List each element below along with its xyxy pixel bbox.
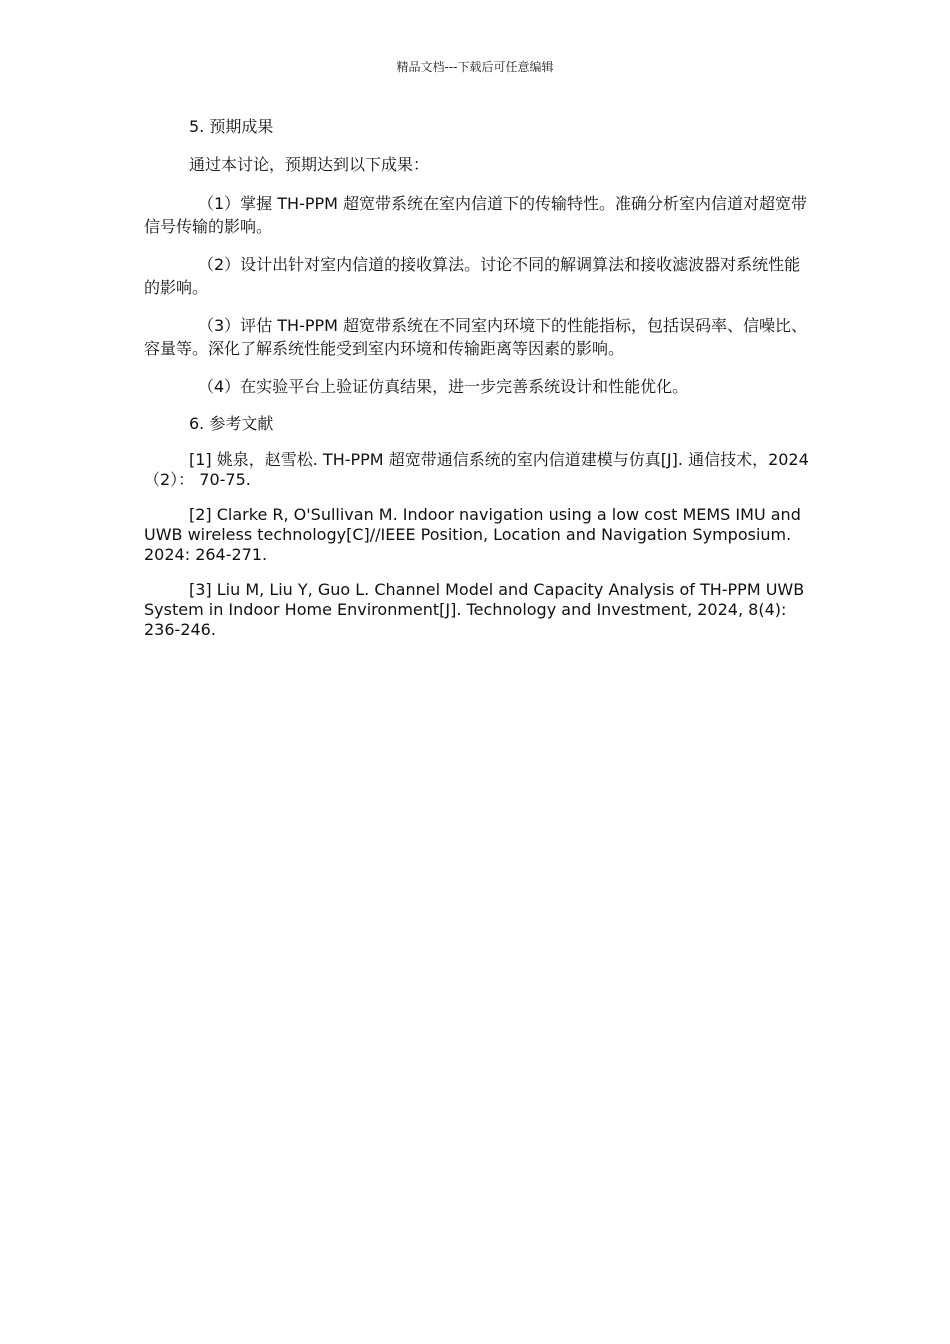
outcome-item-1: （1）掌握 TH-PPM 超宽带系统在室内信道下的传输特性。准确分析室内信道对超宽带信号传输的影响。	[144, 194, 808, 236]
outcome-item-4: （4）在实验平台上验证仿真结果，进一步完善系统设计和性能优化。	[198, 377, 689, 396]
reference-1: [1] 姚泉，赵雪松. TH-PPM 超宽带通信系统的室内信道建模与仿真[J]. 通信技术，2024（2）： 70-75.	[144, 450, 809, 489]
outcome-item-2: （2）设计出针对室内信道的接收算法。讨论不同的解调算法和接收滤波器对系统性能的影响。	[144, 255, 801, 297]
reference-2: [2] Clarke R, O'Sullivan M. Indoor navigation using a low cost MEMS IMU and UWB wireless technology[C]//IEEE Position, Location and Navigation Symposium. 2024: 264-271.	[144, 505, 801, 564]
document-body	[144, 116, 812, 655]
section-6-title: 6. 参考文献	[189, 414, 274, 433]
section-5-intro: 通过本讨论，预期达到以下成果：	[189, 155, 430, 174]
page-header: 精品文档---下载后可任意编辑	[396, 60, 554, 74]
section-5-title: 5. 预期成果	[189, 117, 274, 136]
outcome-item-3: （3）评估 TH-PPM 超宽带系统在不同室内环境下的性能指标，包括误码率、信噪比、容量等。深化了解系统性能受到室内环境和传输距离等因素的影响。	[144, 316, 808, 358]
reference-3: [3] Liu M, Liu Y, Guo L. Channel Model and Capacity Analysis of TH-PPM UWB System in Indoor Home Environment[J]. Technology and Investment, 2024, 8(4): 236-246.	[144, 580, 805, 639]
